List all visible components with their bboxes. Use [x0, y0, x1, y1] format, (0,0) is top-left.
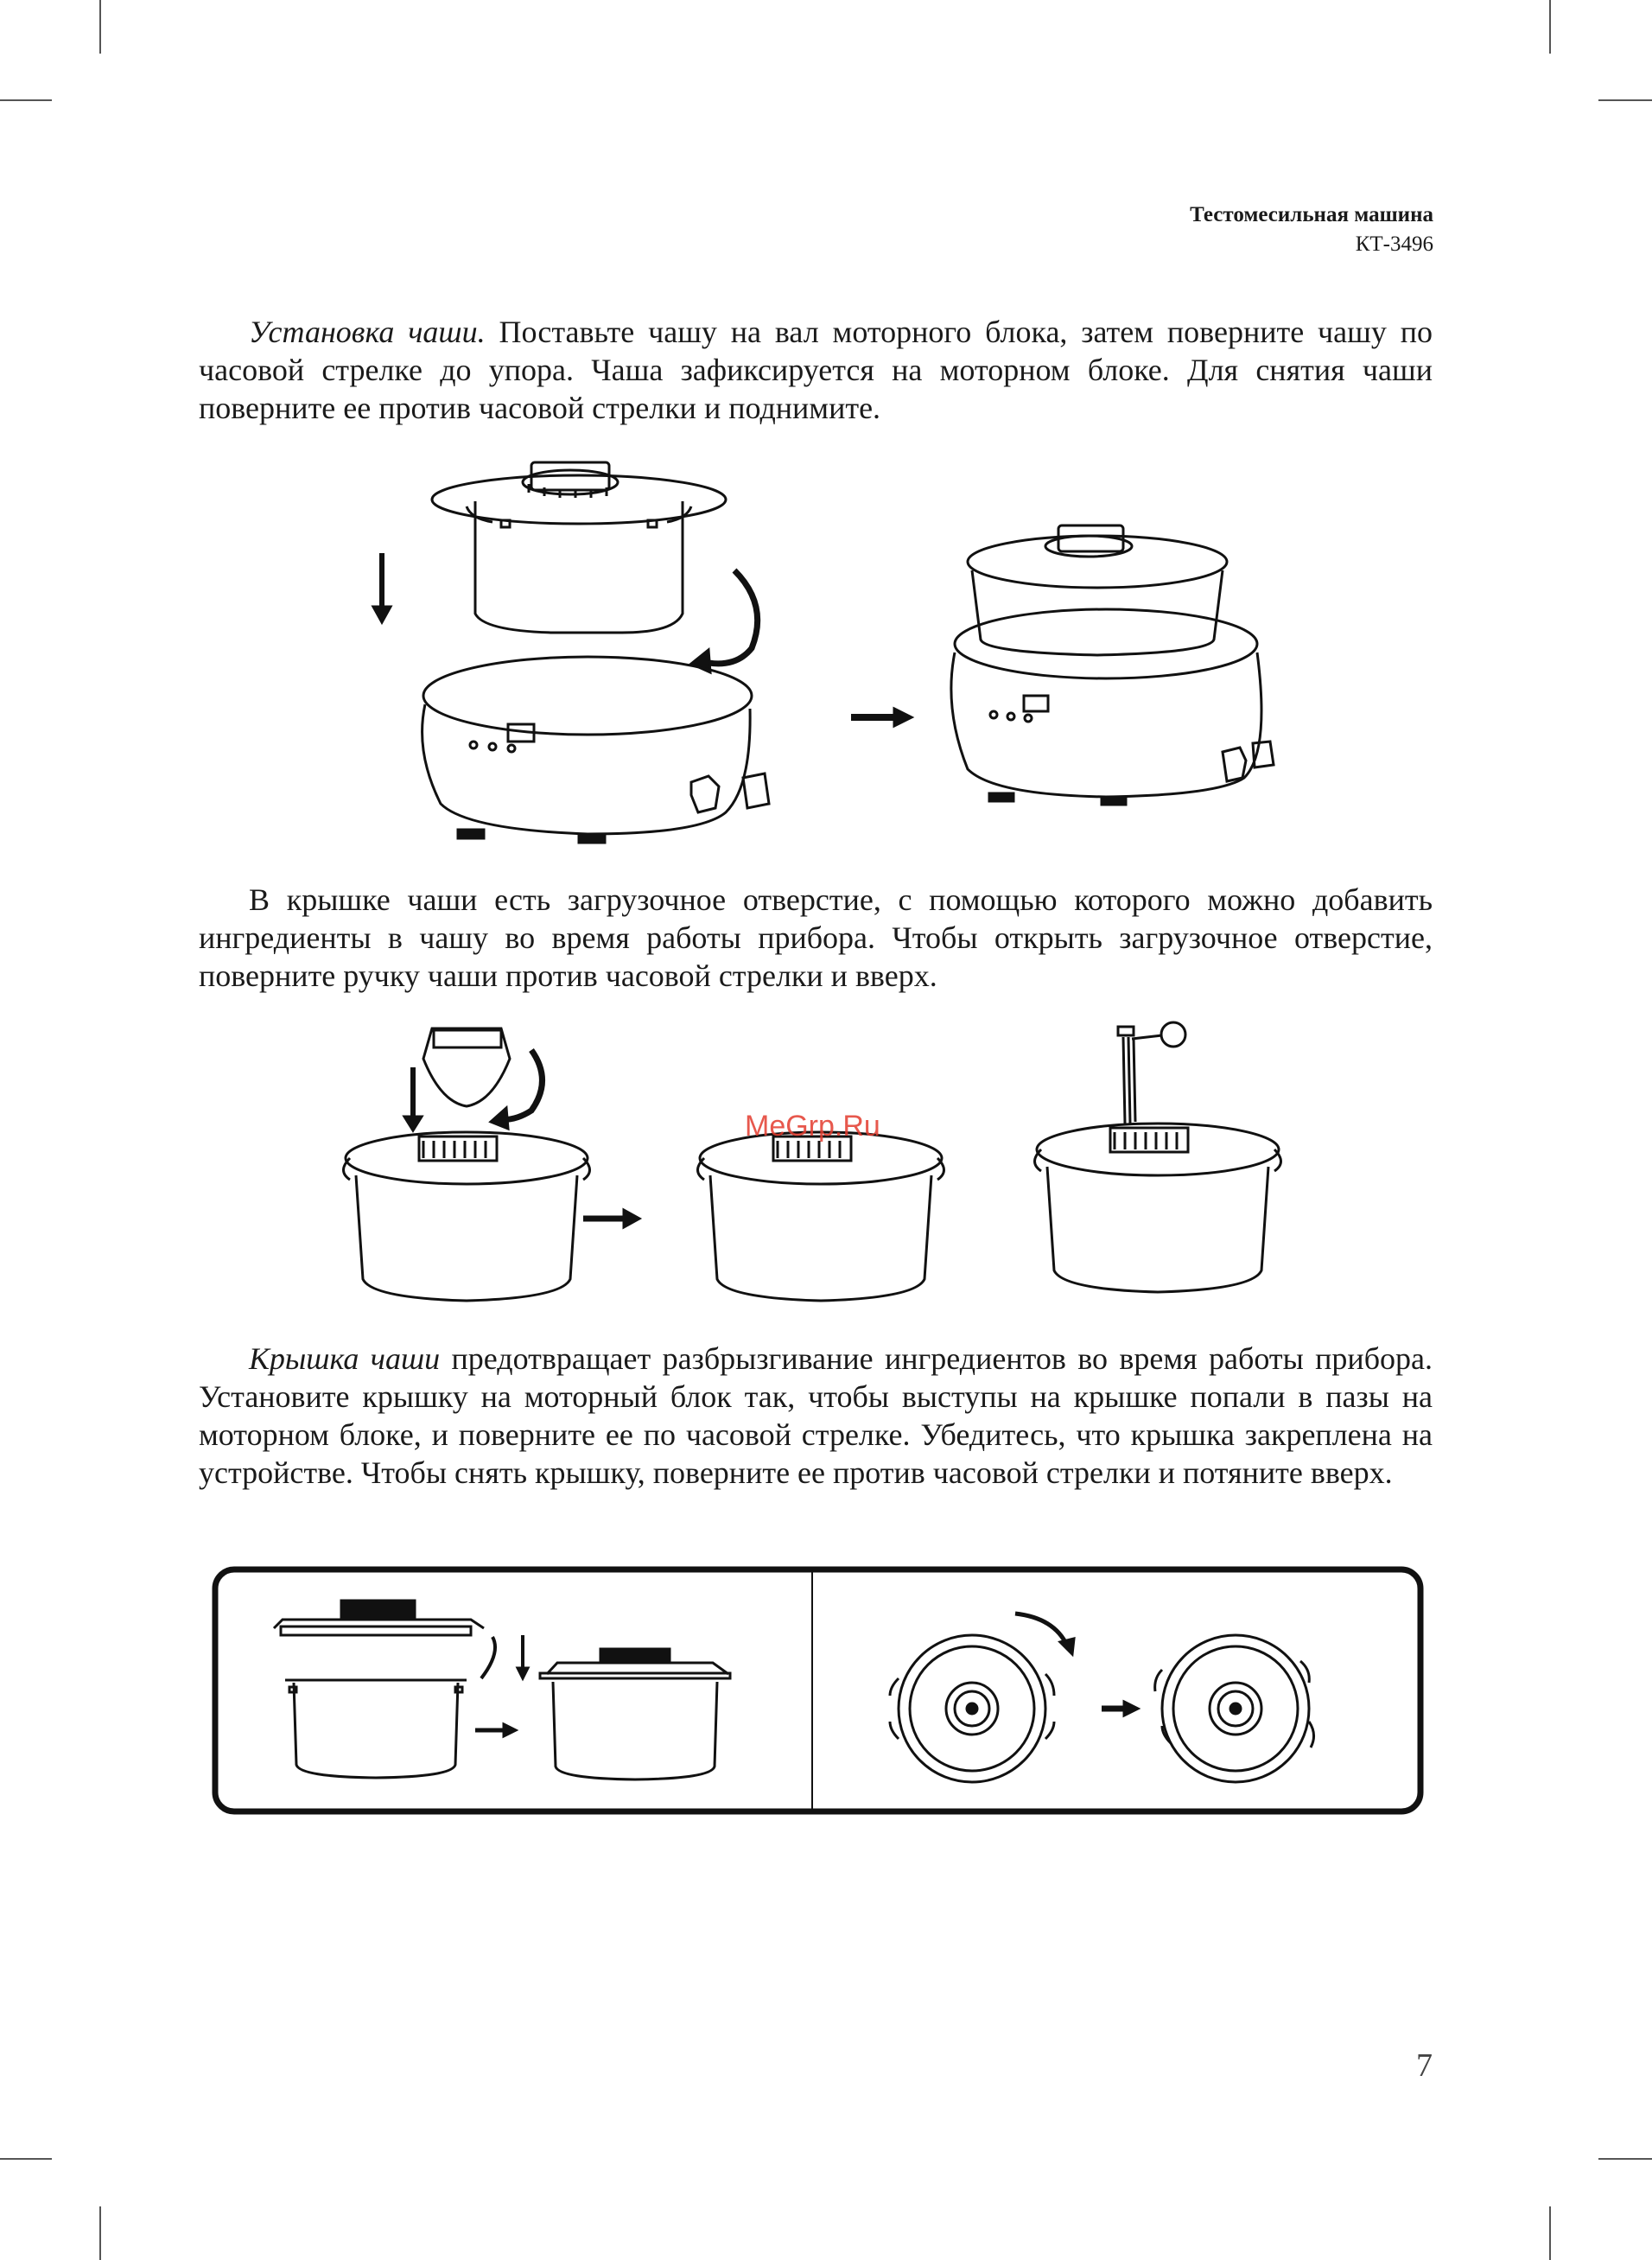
bowl-drawing — [432, 462, 726, 633]
loading-hole-illustration — [337, 1020, 1313, 1314]
down-arrow-icon — [373, 553, 391, 622]
crop-mark — [99, 0, 101, 54]
paragraph-bowl-installation — [199, 313, 1433, 427]
handle-cap-drawing — [423, 1028, 510, 1106]
paragraph-bowl-lid — [199, 1340, 1433, 1492]
crop-mark — [1598, 2158, 1652, 2160]
crop-mark — [1598, 99, 1652, 101]
paragraph-loading-hole — [199, 881, 1433, 995]
bowl-with-lid-drawing — [698, 1132, 944, 1301]
product-title: Тестомесильная машина — [1190, 203, 1433, 226]
curved-arrow-icon — [1015, 1614, 1074, 1654]
crop-mark — [99, 2206, 101, 2260]
right-arrow-icon — [475, 1724, 516, 1736]
document-header — [1190, 201, 1433, 259]
down-arrow-icon — [404, 1067, 422, 1130]
crop-mark — [1549, 0, 1551, 54]
crop-mark — [1549, 2206, 1551, 2260]
right-arrow-icon — [851, 709, 912, 726]
paragraph-text: В крышке чаши есть загрузочное отверстие, с помощью которого можно добавить ингредиенты в чашу во время работы прибора. Чтобы открыть загрузочное отверстие, поверните ручку чаши против часовой стрелки и вверх. — [199, 882, 1433, 993]
lid-top-view-drawing — [1155, 1635, 1314, 1782]
product-model: КТ-3496 — [1355, 232, 1433, 256]
paragraph-text: Поставьте чашу на вал моторного блока, затем поверните чашу по часовой стрелке до упора. Чаша зафиксируется на моторном блоке. Для снятия чаши поверните ее против часовой стрелки и поднимите. — [199, 315, 1433, 425]
lid-drawing — [274, 1601, 484, 1635]
right-arrow-icon — [583, 1210, 639, 1227]
page-number: 7 — [1416, 2047, 1433, 2084]
curved-arrow-icon — [691, 570, 758, 672]
bowl-with-lid-drawing — [344, 1132, 590, 1301]
paragraph-text: предотвращает разбрызгивание ингредиентов во время работы прибора. Установите крышку на моторный блок так, чтобы выступы на крышке попали в пазы на моторном блоке, и поверните ее по часовой стрелке. Убедитесь, что крышка закреплена на устройстве. Чтобы снять крышку, поверните ее против часовой стрелки и потяните вверх. — [199, 1341, 1433, 1490]
lid-installation-illustration — [212, 1566, 1426, 1817]
assembled-machine-drawing — [951, 525, 1274, 805]
motor-base-drawing — [423, 657, 769, 843]
bowl-installation-illustration — [328, 449, 1313, 856]
paragraph-lead: Установка чаши. — [249, 315, 486, 349]
measuring-spoon-icon — [1118, 1022, 1185, 1124]
bowl-with-lid-drawing — [540, 1649, 730, 1779]
crop-mark — [0, 2158, 52, 2160]
paragraph-lead: Крышка чаши — [249, 1341, 441, 1376]
down-arrow-icon — [518, 1635, 528, 1678]
lid-top-view-drawing — [890, 1635, 1054, 1782]
watermark: MeGrp.Ru — [745, 1110, 880, 1143]
bowl-with-lid-drawing — [1035, 1124, 1281, 1292]
curved-arrow-icon — [491, 1050, 543, 1129]
right-arrow-icon — [1102, 1702, 1138, 1716]
crop-mark — [0, 99, 52, 101]
bowl-drawing — [285, 1680, 467, 1778]
